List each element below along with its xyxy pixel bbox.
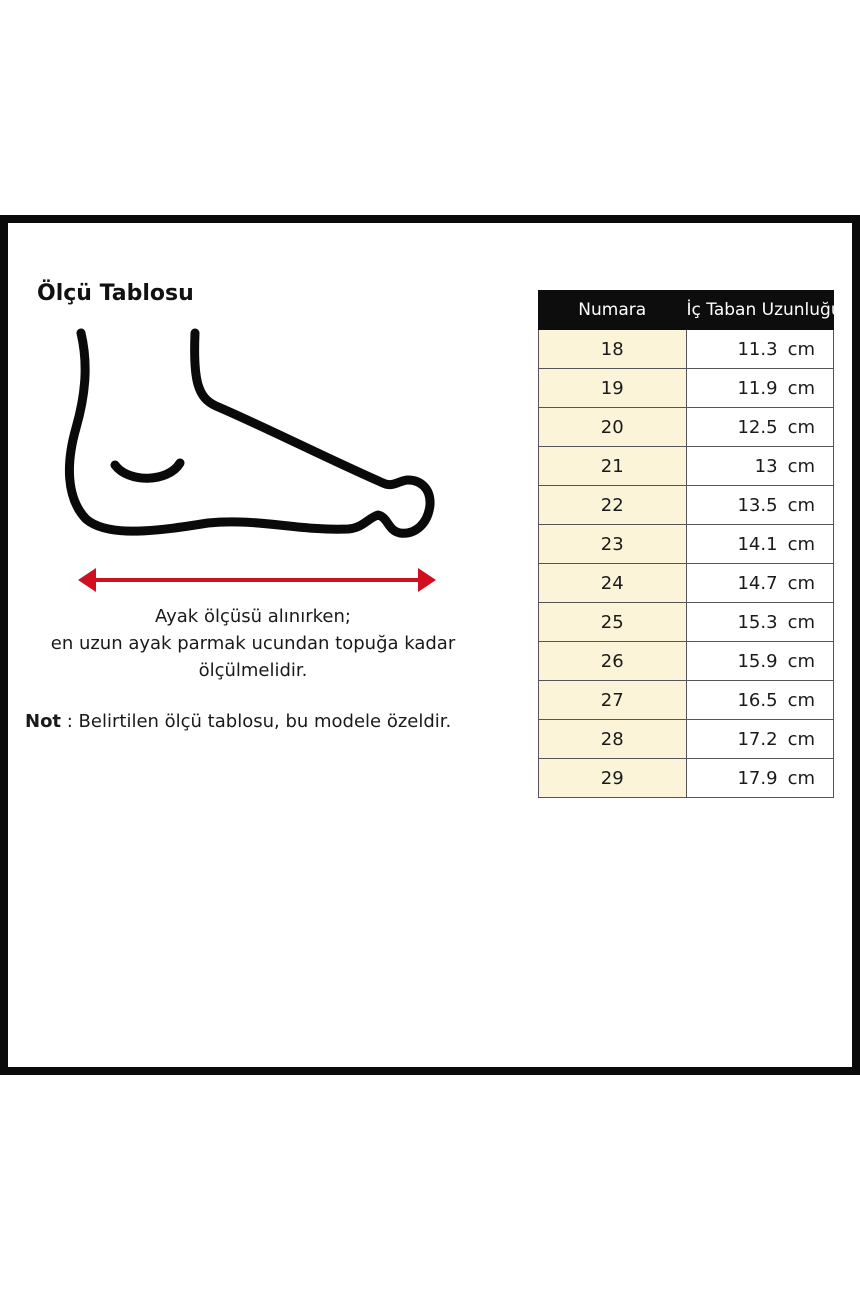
length-value: 17.9 — [737, 767, 778, 789]
length-value: 12.5 — [737, 416, 778, 438]
length-cell — [686, 330, 834, 369]
length-unit: cm — [787, 416, 815, 438]
size-cell: 27 — [539, 681, 687, 720]
table-row — [539, 564, 834, 603]
length-unit: cm — [787, 572, 815, 594]
table-row — [539, 720, 834, 759]
length-unit: cm — [787, 611, 815, 633]
table-row — [539, 486, 834, 525]
table-row — [539, 759, 834, 798]
size-cell: 22 — [539, 486, 687, 525]
length-unit: cm — [787, 494, 815, 516]
note-text: : Belirtilen ölçü tablosu, bu modele özeldir. — [61, 711, 452, 732]
size-table-body — [539, 330, 834, 798]
instruction-line: en uzun ayak parmak ucundan topuğa kadar — [50, 633, 456, 654]
length-value: 14.1 — [737, 533, 778, 555]
length-unit: cm — [787, 338, 815, 360]
size-cell: 21 — [539, 447, 687, 486]
length-cell — [686, 759, 834, 798]
table-row — [539, 642, 834, 681]
length-value: 15.9 — [737, 650, 778, 672]
column-header-size: Numara — [539, 291, 687, 330]
instruction-line: Ayak ölçüsü alınırken; — [155, 606, 351, 627]
length-cell — [686, 642, 834, 681]
length-unit: cm — [787, 767, 815, 789]
length-cell — [686, 447, 834, 486]
instruction-line: ölçülmelidir. — [198, 660, 308, 681]
length-cell — [686, 408, 834, 447]
size-table-header — [539, 291, 834, 330]
length-value: 15.3 — [737, 611, 778, 633]
size-cell: 19 — [539, 369, 687, 408]
length-value: 16.5 — [737, 689, 778, 711]
size-cell: 23 — [539, 525, 687, 564]
table-row — [539, 447, 834, 486]
table-row — [539, 603, 834, 642]
table-row — [539, 408, 834, 447]
length-value: 11.3 — [737, 338, 778, 360]
length-unit: cm — [787, 533, 815, 555]
length-value: 14.7 — [737, 572, 778, 594]
length-cell — [686, 369, 834, 408]
length-unit: cm — [787, 650, 815, 672]
table-row — [539, 369, 834, 408]
column-header-length: İç Taban Uzunluğu — [686, 291, 834, 330]
length-value: 17.2 — [737, 728, 778, 750]
table-row — [539, 525, 834, 564]
length-value: 11.9 — [737, 377, 778, 399]
size-cell: 25 — [539, 603, 687, 642]
size-cell: 28 — [539, 720, 687, 759]
page-title: Ölçü Tablosu — [37, 281, 194, 306]
length-unit: cm — [787, 728, 815, 750]
size-cell: 24 — [539, 564, 687, 603]
length-unit: cm — [787, 377, 815, 399]
size-table — [538, 290, 842, 798]
table-row — [539, 330, 834, 369]
size-cell: 29 — [539, 759, 687, 798]
length-cell — [686, 525, 834, 564]
foot-outline-icon — [69, 333, 430, 533]
model-note — [25, 711, 451, 732]
length-value: 13 — [754, 455, 778, 477]
size-chart-frame — [0, 215, 860, 1075]
length-cell — [686, 681, 834, 720]
size-cell: 26 — [539, 642, 687, 681]
size-cell: 20 — [539, 408, 687, 447]
measurement-instructions — [8, 603, 498, 684]
size-cell: 18 — [539, 330, 687, 369]
length-cell — [686, 564, 834, 603]
note-label: Not — [25, 711, 62, 732]
length-cell — [686, 603, 834, 642]
length-unit: cm — [787, 455, 815, 477]
foot-diagram — [48, 323, 468, 613]
length-cell — [686, 720, 834, 759]
length-unit: cm — [787, 689, 815, 711]
measurement-arrow-icon — [78, 568, 436, 592]
length-value: 13.5 — [737, 494, 778, 516]
length-cell — [686, 486, 834, 525]
table-row — [539, 681, 834, 720]
